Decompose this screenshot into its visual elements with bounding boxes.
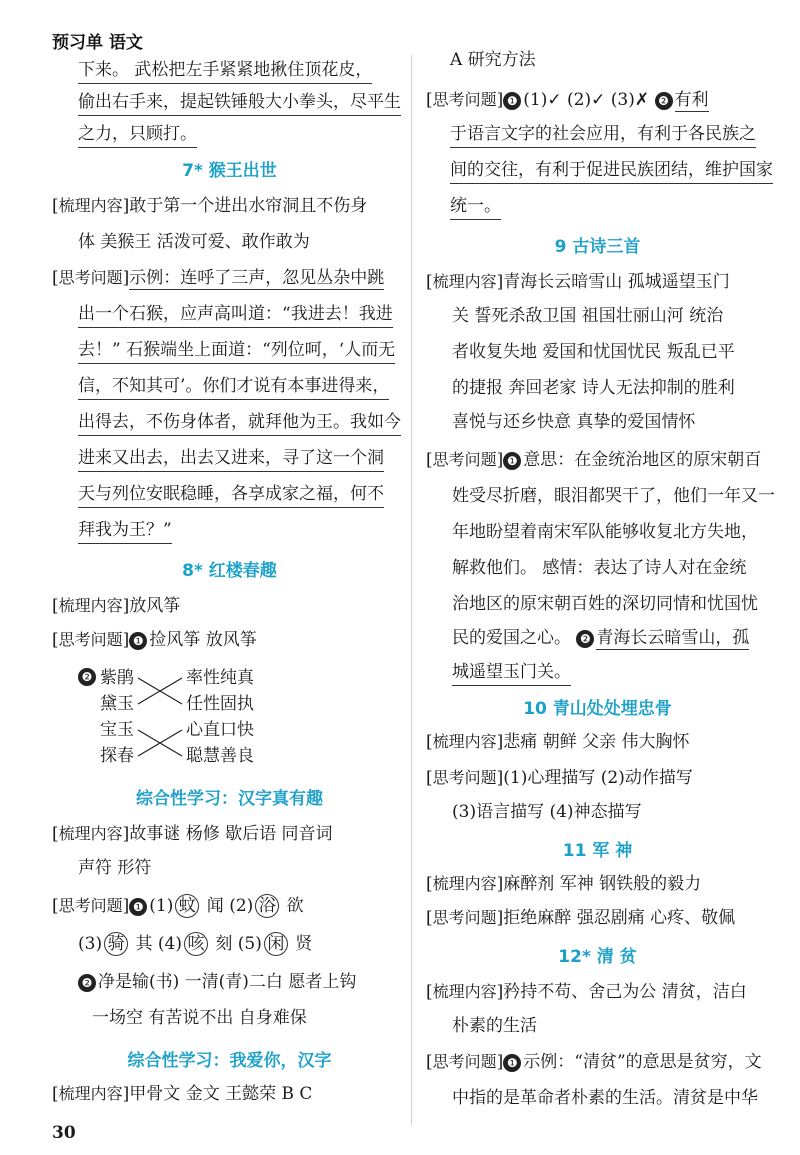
s8-think-text-1: 捡风筝 放风筝 (149, 630, 257, 650)
circled-char: 闲 (264, 932, 288, 956)
s8-sort-line: [梳理内容]放风筝 (52, 596, 181, 616)
bullet-1-icon: ❶ (503, 92, 521, 110)
s9-sort-line-2: 关 誓死杀敌卫国 祖国壮丽山河 统治 (452, 306, 724, 326)
s7-think-text-1: 示例：连呼了三声，忽见丛杂中跳 (129, 268, 385, 288)
s9-think-line-4: 解救他们。 感情：表达了诗人对在金统 (452, 558, 747, 578)
z1-q2-mid1: 其 (4) (130, 934, 182, 954)
r-top-q1: (1)✓ (2)✓ (3)✗ (523, 90, 650, 110)
z1-sort-line-1: [梳理内容]故事谜 杨修 歇后语 同音词 (52, 824, 333, 844)
think-label: 思考问题 (432, 90, 497, 109)
s9-think-line-2: 姓受尽折磨，眼泪都哭干了，他们一年又一 (452, 486, 775, 506)
bullet-1-icon: ❶ (129, 632, 147, 650)
column-divider (411, 55, 412, 1125)
s12-sort-line-2: 朴素的生活 (452, 1016, 537, 1036)
section-8-title: 8* 红楼春趣 (182, 561, 277, 581)
sort-label: 梳理内容 (432, 874, 497, 893)
s7-think-line-4: 信，不知其可’。你们才说有本事进得来， (78, 374, 389, 400)
s9-think-text-1: 意思：在金统治地区的原宋朝百 (523, 450, 762, 470)
s7-think-line-1: [思考问题]示例：连呼了三声，忽见丛杂中跳 (52, 268, 385, 288)
s7-think-line-7: 天与列位安眠稳睡，各享成家之福，何不 (78, 482, 384, 508)
matching-lines (78, 666, 278, 776)
section-11-title: 11 军 神 (562, 841, 633, 861)
s11-think-text: 拒绝麻醉 强忍剧痛 心疼、敬佩 (503, 908, 736, 928)
match-trait-3: 心直口快 (186, 720, 254, 740)
match-name-3: 宝玉 (100, 720, 134, 740)
s10-think-text-1: (1)心理描写 (2)动作描写 (503, 768, 693, 788)
z1-q1-pre: (1) (149, 896, 174, 916)
bullet-1-icon: ❶ (503, 1054, 521, 1072)
bullet-2-icon: ❷ (78, 668, 96, 686)
think-label: 思考问题 (58, 630, 123, 649)
sort-label: 梳理内容 (432, 732, 497, 751)
z2-sort-line: [梳理内容]甲骨文 金文 王懿荣 B C (52, 1084, 313, 1104)
s7-think-line-3: 去！” 石猴端坐上面道：“列位呵，‘人而无 (78, 338, 395, 364)
s9-sort-line-5: 喜悦与还乡快意 真挚的爱国情怀 (452, 412, 696, 432)
circled-char: 咳 (184, 932, 208, 956)
z1-think-text-3: 净是输(书) 一清(青)二白 愿者上钩 (98, 972, 357, 992)
z1-q2-mid2: 刻 (5) (209, 934, 262, 954)
circled-char: 浴 (255, 894, 279, 918)
prev-text-line-3: 之力，只顾打。 (78, 122, 197, 148)
circled-char: 蚊 (175, 894, 199, 918)
sort-label: 梳理内容 (58, 196, 123, 215)
s10-sort-line: [梳理内容]悲痛 朝鲜 父亲 伟大胸怀 (426, 732, 690, 752)
section-12-title: 12* 清 贫 (558, 947, 637, 967)
match-name-1: 紫鹃 (100, 668, 134, 688)
s7-think-line-5: 出得去，不伤身体者，就拜他为王。我如今 (78, 410, 401, 436)
s9-sort-line-4: 的捷报 奔回老家 诗人无法抑制的胜利 (452, 378, 735, 398)
s10-sort-text: 悲痛 朝鲜 父亲 伟大胸怀 (503, 732, 690, 752)
sort-label: 梳理内容 (432, 272, 497, 291)
s7-think-line-2: 出一个石猴，应声高叫道：“我进去！我进 (78, 302, 393, 328)
bullet-2-icon: ❷ (655, 92, 673, 110)
z1-sort-line-2: 声符 形符 (78, 858, 152, 878)
s9-sort-line-3: 者收复失地 爱国和忧国忧民 叛乱已平 (452, 342, 735, 362)
z1-think-line-2 (78, 932, 312, 956)
s8-think-line-1: [思考问题] ❶ 捡风筝 放风筝 (52, 630, 257, 650)
s9-think-line-7: 城遥望玉门关。 (452, 660, 571, 686)
think-label: 思考问题 (58, 268, 123, 287)
match-trait-2: 任性固执 (186, 694, 254, 714)
s12-think-line-1: [思考问题] ❶ 示例：“清贫”的意思是贫穷，文 (426, 1052, 762, 1072)
z1-q2-pre: (3) (78, 934, 103, 954)
s7-think-line-6: 进来又出去，出去又进来，寻了这一个洞 (78, 446, 384, 472)
s11-sort-text: 麻醉剂 军神 钢铁般的毅力 (503, 874, 702, 894)
s7-think-line-8: 拜我为王？” (78, 518, 172, 544)
s11-think-line: [思考问题]拒绝麻醉 强忍剧痛 心疼、敬佩 (426, 908, 736, 928)
match-trait-4: 聪慧善良 (186, 746, 254, 766)
bullet-1-icon: ❶ (503, 452, 521, 470)
s12-sort-text-1: 矜持不苟、舍己为公 清贫，洁白 (503, 982, 747, 1002)
bullet-1-icon: ❶ (129, 898, 147, 916)
prev-text-line-2: 偷出右手来，提起铁锤般大小拳头，尽平生 (78, 90, 401, 116)
r-top-think-1: [思考问题] ❶ (1)✓ (2)✓ (3)✗ ❷ 有利 (426, 90, 709, 110)
s8-sort-text: 放风筝 (129, 596, 181, 616)
s10-think-line-2: (3)语言描写 (4)神态描写 (452, 802, 642, 822)
r-top-q1b: 有利 (674, 90, 709, 110)
bullet-2-icon: ❷ (576, 630, 594, 648)
z1-q1-mid1: 闻 (2) (201, 896, 254, 916)
prev-text-line-1: 下来。 武松把左手紧紧地揪住顶花皮， (78, 58, 372, 84)
s9-sort-text-1: 青海长云暗雪山 孤城遥望玉门 (503, 272, 730, 292)
s11-sort-line: [梳理内容]麻醉剂 军神 钢铁般的毅力 (426, 874, 702, 894)
section-7-title: 7* 猴王出世 (182, 161, 277, 181)
s7-sort-line-2: 体 美猴王 活泼可爱、敢作敢为 (78, 232, 310, 252)
s7-sort-line-1: [梳理内容]敢于第一个进出水帘洞且不伤身 (52, 196, 368, 216)
section-9-title: 9 古诗三首 (554, 237, 641, 257)
s9-think-text-6: 民的爱国之心。 (452, 628, 571, 648)
s9-sort-line-1: [梳理内容]青海长云暗雪山 孤城遥望玉门 (426, 272, 730, 292)
r-top-think-2: 于语言文字的社会应用，有利于各民族之 (450, 122, 756, 148)
section-10-title: 10 青山处处埋忠骨 (523, 699, 672, 719)
page-number: 30 (52, 1123, 76, 1143)
page-header: 预习单 语文 (52, 33, 143, 53)
think-label: 思考问题 (432, 768, 497, 787)
bullet-2-icon: ❷ (78, 974, 96, 992)
r-top-line-0: A 研究方法 (450, 50, 536, 70)
think-label: 思考问题 (432, 450, 497, 469)
s10-think-line-1: [思考问题](1)心理描写 (2)动作描写 (426, 768, 693, 788)
match-trait-1: 率性纯真 (186, 668, 254, 688)
s9-think-line-3: 年地盼望着南宋军队能够收复北方失地， (452, 522, 758, 542)
sort-label: 梳理内容 (58, 1084, 123, 1103)
s7-sort-text-1: 敢于第一个进出水帘洞且不伤身 (129, 196, 368, 216)
z1-q1-mid2: 欲 (281, 896, 304, 916)
matching-diagram (78, 666, 278, 776)
r-top-think-3: 间的交往，有利于促进民族团结，维护国家 (450, 158, 773, 184)
sort-label: 梳理内容 (58, 596, 123, 615)
sort-label: 梳理内容 (432, 982, 497, 1001)
s12-sort-line-1: [梳理内容]矜持不苟、舍己为公 清贫，洁白 (426, 982, 747, 1002)
section-z2-title: 综合性学习：我爱你，汉字 (127, 1051, 332, 1071)
think-label: 思考问题 (432, 908, 497, 927)
z1-sort-text-1: 故事谜 杨修 歇后语 同音词 (129, 824, 333, 844)
s9-think-line-6 (452, 626, 749, 650)
circled-char: 骑 (104, 932, 128, 956)
s9-think-line-1: [思考问题] ❶ 意思：在金统治地区的原宋朝百 (426, 450, 762, 470)
section-z1-title: 综合性学习：汉字真有趣 (136, 789, 323, 809)
s9-think-line-5: 治地区的原宋朝百姓的深切同情和忧国忧 (452, 594, 758, 614)
think-label: 思考问题 (432, 1052, 497, 1071)
z2-sort-text: 甲骨文 金文 王懿荣 B C (129, 1084, 313, 1104)
z1-think-line-4: 一场空 有苦说不出 自身难保 (92, 1008, 307, 1028)
think-label: 思考问题 (58, 896, 123, 915)
z1-q2-end: 贤 (289, 934, 313, 954)
s12-think-text-1: 示例：“清贫”的意思是贫穷，文 (523, 1052, 762, 1072)
match-name-2: 黛玉 (100, 694, 134, 714)
s12-think-line-2: 中指的是革命者朴素的生活。清贫是中华 (452, 1088, 758, 1108)
sort-label: 梳理内容 (58, 824, 123, 843)
z1-think-line-3 (78, 970, 356, 994)
z1-think-line-1: [思考问题] ❶ (1) 蚊 闻 (2) 浴 欲 (52, 896, 304, 916)
r-top-think-4: 统一。 (450, 194, 501, 220)
match-name-4: 探春 (100, 746, 134, 766)
s9-think-text-6b: 青海长云暗雪山，孤 (596, 628, 750, 648)
